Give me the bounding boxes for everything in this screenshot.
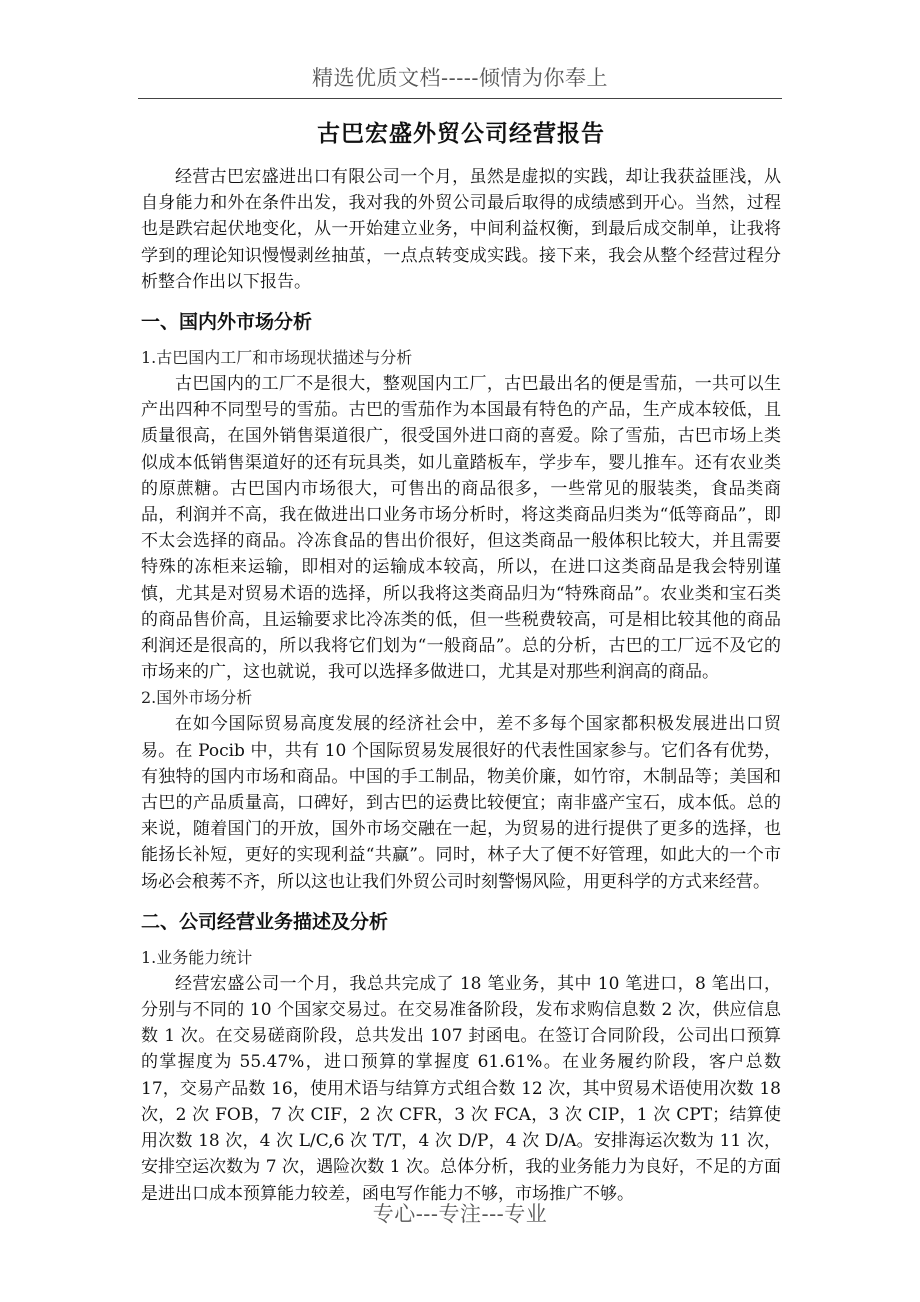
header-divider: [138, 98, 782, 99]
subsection-title-business-stats: 1.业务能力统计: [141, 947, 253, 967]
business-stats-paragraph: 经营宏盛公司一个月，我总共完成了 18 笔业务，其中 10 笔进口，8 笔出口，分别与不同的 10 个国家交易过。在交易准备阶段，发布求购信息数 2 次，供应信息数 1 次。在交易磋商阶段，总共发出 107 封函电。在签订合同阶段，公司出口预算的掌握度为 55.47%，进口预算的掌握度 61.61%。在业务履约阶段，客户总数 17，交易产品数 16，使用术语与结算方式组合数 12 次，其中贸易术语使用次数 18 次，2 次 FOB，7 次 CIF，2 次 CFR，3 次 FCA，3 次 CIP，1 次 CPT；结算使用次数 18 次，4 次 L/C,6 次 T/T，4 次 D/P，4 次 D/A。安排海运次数为 11 次，安排空运次数为 7 次，遇险次数 1 次。总体分析，我的业务能力为良好，不足的方面是进出口成本预算能力较差，函电写作能力不够，市场推广不够。: [141, 973, 781, 1204]
page-header: 精选优质文档-----倾情为你奉上: [312, 66, 608, 90]
domestic-market-paragraph: 古巴国内的工厂不是很大，整观国内工厂，古巴最出名的便是雪茄，一共可以生产出四种不同型号的雪茄。古巴的雪茄作为本国最有特色的产品，生产成本较低，且质量很高，在国外销售渠道很广，很受国外进口商的喜爱。除了雪茄，古巴市场上类似成本低销售渠道好的还有玩具类，如儿童踏板车，学步车，婴儿推车。还有农业类的原蔗糖。古巴国内市场很大，可售出的商品很多，一些常见的服装类，食品类商品，利润并不高，我在做进出口业务市场分析时，将这类商品归类为“低等商品”，即不太会选择的商品。冷冻食品的售出价很好，但这类商品一般体积比较大，并且需要特殊的冻柜来运输，即相对的运输成本较高，所以，在进口这类商品是我会特别谨慎，尤其是对贸易术语的选择，所以我将这类商品归为“特殊商品”。农业类和宝石类的商品售价高，且运输要求比冷冻类的低，但一些税费较高，可是相比较其他的商品利润还是很高的，所以我将它们划为“一般商品”。总的分析，古巴的工厂远不及它的市场来的广，这也就说，我可以选择多做进口，尤其是对那些利润高的商品。: [141, 374, 781, 683]
foreign-market-paragraph: 在如今国际贸易高度发展的经济社会中，差不多每个国家都积极发展进出口贸易。在 Pocib 中，共有 10 个国际贸易发展很好的代表性国家参与。它们各有优势，有独特的国内市场和商品。中国的手工制品，物美价廉，如竹帘，木制品等；美国和古巴的产品质量高，口碑好，到古巴的运费比较便宜；南非盛产宝石，成本低。总的来说，随着国门的开放，国外市场交融在一起，为贸易的进行提供了更多的选择，也能扬长补短，更好的实现利益“共赢”。同时，林子大了便不好管理，如此大的一个市场必会稂莠不齐，所以这也让我们外贸公司时刻警惕风险，用更科学的方式来经营。: [141, 714, 781, 892]
intro-paragraph: 经营古巴宏盛进出口有限公司一个月，虽然是虚拟的实践，却让我获益匪浅，从自身能力和外在条件出发，我对我的外贸公司最后取得的成绩感到开心。当然，过程也是跌宕起伏地变化，从一开始建立业务，中间利益权衡，到最后成交制单，让我将学到的理论知识慢慢剥丝抽茧，一点点转变成实践。接下来，我会从整个经营过程分析整合作出以下报告。: [141, 167, 781, 292]
subsection-title-domestic: 1.古巴国内工厂和市场现状描述与分析: [141, 348, 413, 368]
section-heading-market-analysis: 一、国内外市场分析: [141, 311, 313, 334]
subsection-title-foreign: 2.国外市场分析: [141, 688, 253, 708]
page-footer: 专心---专注---专业: [372, 1202, 548, 1226]
section-heading-business-analysis: 二、公司经营业务描述及分析: [141, 910, 389, 933]
document-body: [141, 116, 781, 1207]
document-title: 古巴宏盛外贸公司经营报告: [317, 120, 605, 147]
